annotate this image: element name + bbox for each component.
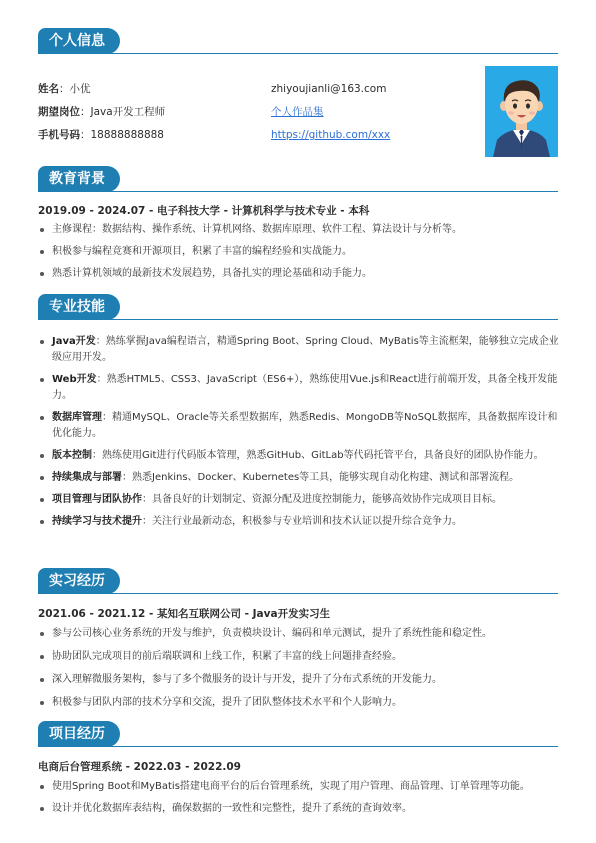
skill-item (38, 448, 560, 464)
section-personal-header (38, 28, 558, 54)
list-item: 参与公司核心业务系统的开发与维护，负责模块设计、编码和单元测试，提升了系统性能和稳定性。 (38, 626, 560, 642)
avatar (485, 66, 558, 157)
skill-item (38, 470, 560, 486)
education-list (38, 222, 560, 282)
section-education-header (38, 166, 558, 192)
skill-desc: ：具备良好的计划制定、资源分配及进度控制能力，能够高效协作完成项目目标。 (142, 494, 502, 505)
skills-list (38, 334, 560, 530)
portfolio-link[interactable]: 个人作品集 (271, 106, 324, 118)
skill-item (38, 334, 560, 366)
name-row: 姓名：小优 (38, 83, 91, 95)
skill-item (38, 410, 560, 442)
skill-name: Web开发 (52, 374, 97, 385)
section-divider (38, 191, 558, 193)
section-skills-header (38, 294, 558, 320)
skill-item (38, 514, 560, 530)
list-item: 深入理解微服务架构，参与了多个微服务的设计与开发，提升了分布式系统的开发能力。 (38, 672, 560, 688)
email-value: zhiyoujianli@163.com (271, 83, 387, 95)
name-label: 姓名 (38, 83, 59, 95)
skill-name: 项目管理与团队协作 (52, 494, 142, 505)
project-list (38, 779, 560, 817)
position-label: 期望岗位 (38, 106, 80, 118)
section-divider (38, 319, 558, 321)
name-value: 小优 (69, 83, 91, 95)
section-title: 实习经历 (38, 568, 120, 594)
phone-row: 手机号码：18888888888 (38, 129, 164, 141)
internship-list (38, 626, 560, 711)
skill-name: 数据库管理 (52, 412, 102, 423)
skill-name: 持续学习与技术提升 (52, 516, 142, 527)
phone-value: 18888888888 (90, 129, 164, 141)
section-divider (38, 53, 558, 55)
section-internship-header (38, 568, 558, 594)
list-item: 积极参与编程竞赛和开源项目，积累了丰富的编程经验和实战能力。 (38, 244, 560, 260)
section-title: 教育背景 (38, 166, 120, 192)
skill-item (38, 372, 560, 404)
skill-desc: ：熟悉HTML5、CSS3、JavaScript（ES6+），熟练使用Vue.js和React进行前端开发，具备全栈开发能力。 (52, 374, 558, 401)
skill-item (38, 492, 560, 508)
section-projects-header (38, 721, 558, 747)
list-item: 熟悉计算机领域的最新技术发展趋势，具备扎实的理论基础和动手能力。 (38, 266, 560, 282)
skill-desc: ：关注行业最新动态，积极参与专业培训和技术认证以提升综合竞争力。 (142, 516, 462, 527)
section-divider (38, 593, 558, 595)
list-item: 使用Spring Boot和MyBatis搭建电商平台的后台管理系统，实现了用户管理、商品管理、订单管理等功能。 (38, 779, 560, 795)
skill-desc: ：熟练使用Git进行代码版本管理，熟悉GitHub、GitLab等代码托管平台，具备良好的团队协作能力。 (92, 450, 544, 461)
section-title: 个人信息 (38, 28, 120, 54)
internship-heading: 2021.06 - 2021.12 - 某知名互联网公司 - Java开发实习生 (38, 608, 331, 620)
list-item: 设计并优化数据库表结构，确保数据的一致性和完整性，提升了系统的查询效率。 (38, 801, 560, 817)
skill-name: 版本控制 (52, 450, 92, 461)
phone-label: 手机号码 (38, 129, 80, 141)
position-row: 期望岗位：Java开发工程师 (38, 106, 166, 118)
skill-desc: ：熟练掌握Java编程语言，精通Spring Boot、Spring Cloud、MyBatis等主流框架，能够独立完成企业级应用开发。 (52, 336, 559, 363)
avatar-illustration (485, 66, 558, 157)
education-heading: 2019.09 - 2024.07 - 电子科技大学 - 计算机科学与技术专业 - 本科 (38, 205, 370, 217)
list-item: 积极参与团队内部的技术分享和交流，提升了团队整体技术水平和个人影响力。 (38, 695, 560, 711)
skill-desc: ：熟悉Jenkins、Docker、Kubernetes等工具，能够实现自动化构建、测试和部署流程。 (122, 472, 520, 483)
list-item: 主修课程：数据结构、操作系统、计算机网络、数据库原理、软件工程、算法设计与分析等。 (38, 222, 560, 238)
skill-name: Java开发 (52, 336, 96, 347)
skill-desc: ：精通MySQL、Oracle等关系型数据库，熟悉Redis、MongoDB等NoSQL数据库，具备数据库设计和优化能力。 (52, 412, 558, 439)
section-title: 专业技能 (38, 294, 120, 320)
section-divider (38, 746, 558, 748)
github-link[interactable]: https://github.com/xxx (271, 129, 391, 141)
list-item: 协助团队完成项目的前后端联调和上线工作，积累了丰富的线上问题排查经验。 (38, 649, 560, 665)
project-heading: 电商后台管理系统 - 2022.03 - 2022.09 (38, 761, 241, 773)
position-value: Java开发工程师 (90, 106, 166, 118)
section-title: 项目经历 (38, 721, 120, 747)
skill-name: 持续集成与部署 (52, 472, 122, 483)
